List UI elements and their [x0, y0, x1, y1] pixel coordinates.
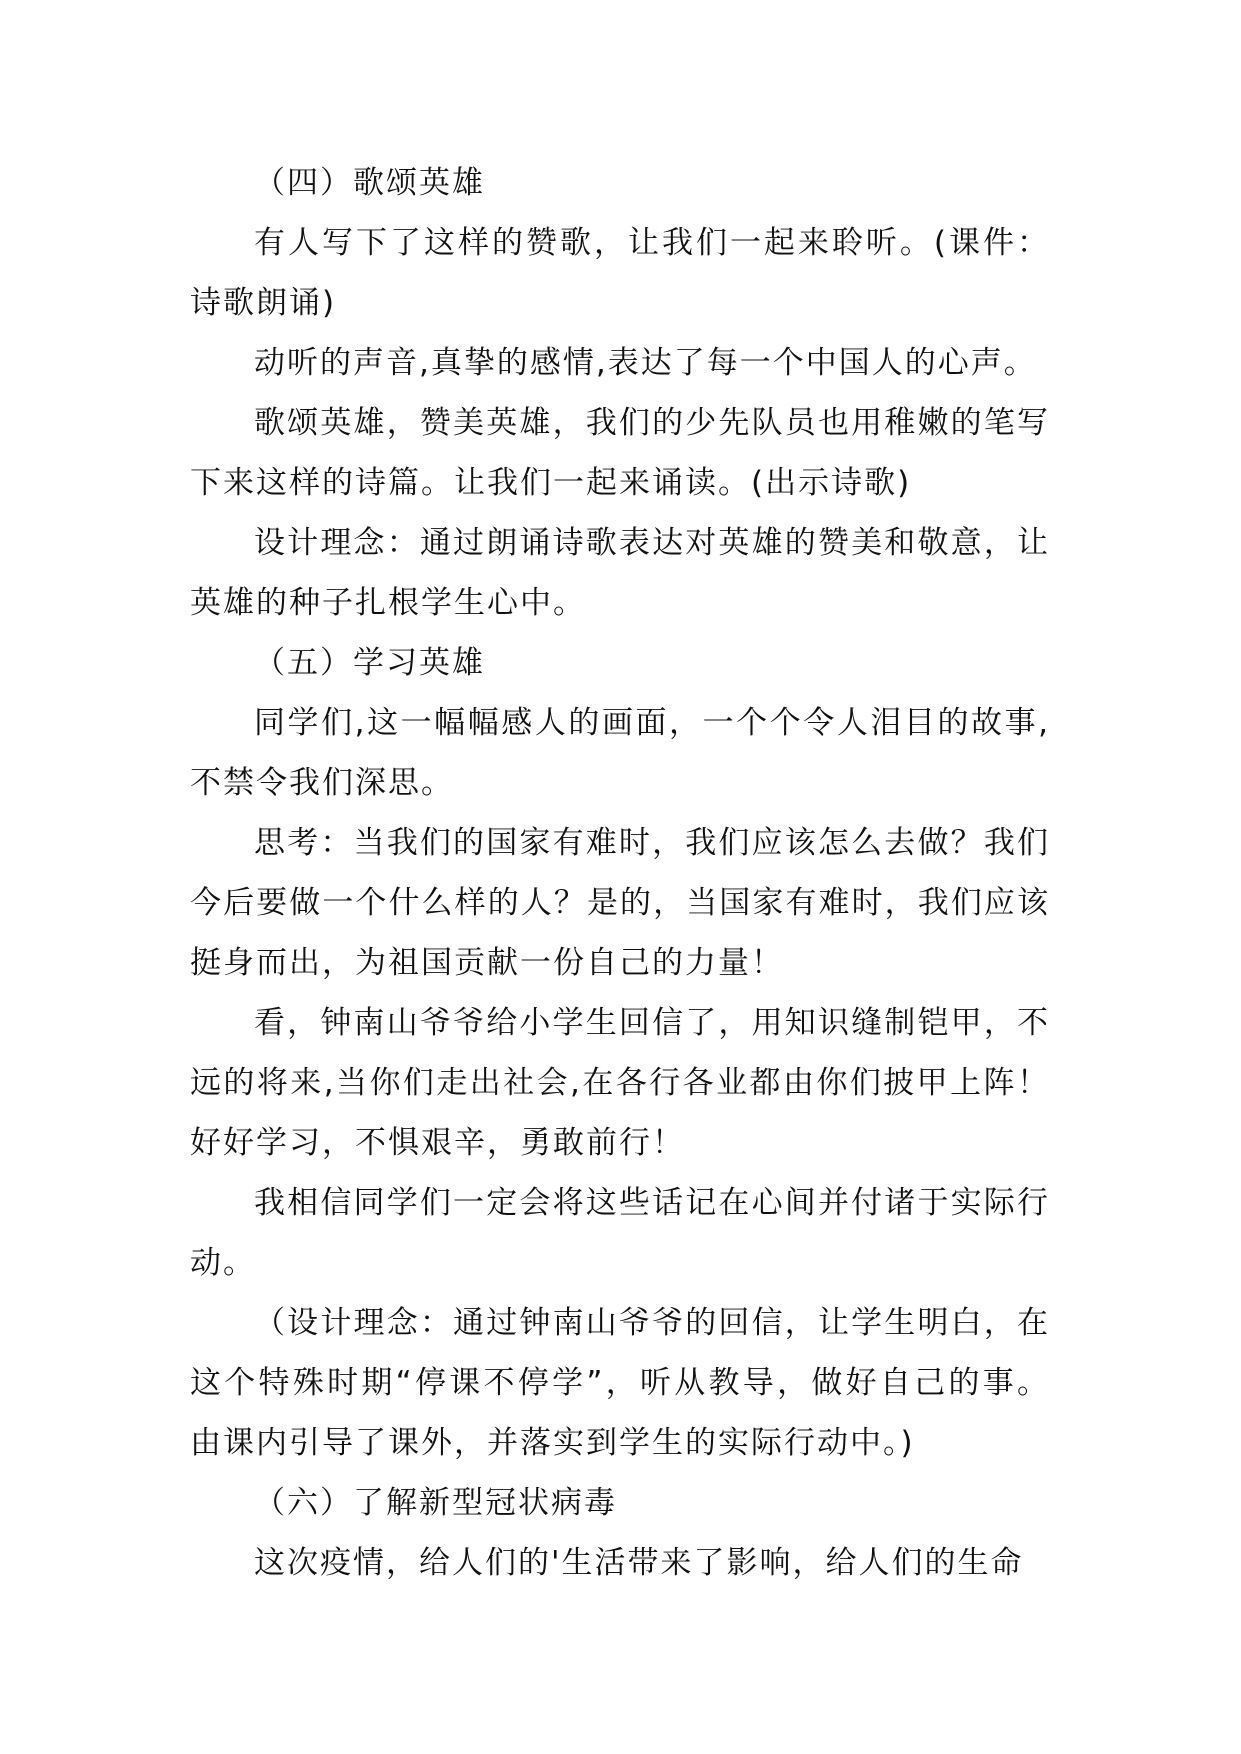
section-heading-six: （六）了解新型冠状病毒	[254, 1485, 617, 1521]
paragraph: 看，钟南山爷爷给小学生回信了，用知识缝制铠甲，不远的将来,当你们走出社会,在各行各业都由你们披甲上阵！好好学习，不惧艰辛，勇敢前行！	[190, 1005, 1050, 1161]
section-heading-five: （五）学习英雄	[254, 645, 485, 681]
design-concept-paragraph: 设计理念：通过朗诵诗歌表达对英雄的赞美和敬意，让英雄的种子扎根学生心中。	[190, 525, 1050, 621]
paragraph: 动听的声音,真挚的感情,表达了每一个中国人的心声。	[254, 345, 1037, 381]
paragraph: 有人写下了这样的赞歌，让我们一起来聆听。(课件：诗歌朗诵)	[190, 225, 1050, 321]
paragraph: 这次疫情，给人们的'生活带来了影响，给人们的生命	[254, 1545, 1024, 1581]
paragraph: 同学们,这一幅幅感人的画面，一个个令人泪目的故事,不禁令我们深思。	[190, 705, 1050, 801]
paragraph: 我相信同学们一定会将这些话记在心间并付诸于实际行动。	[190, 1185, 1050, 1281]
paragraph: 歌颂英雄，赞美英雄，我们的少先队员也用稚嫩的笔写下来这样的诗篇。让我们一起来诵读。(出示诗歌)	[190, 405, 1050, 501]
paragraph: 思考：当我们的国家有难时，我们应该怎么去做？我们今后要做一个什么样的人？是的，当国家有难时，我们应该挺身而出，为祖国贡献一份自己的力量！	[190, 825, 1050, 981]
document-body	[190, 153, 1050, 1593]
section-heading-four: （四）歌颂英雄	[254, 165, 485, 201]
design-concept-paragraph: （设计理念：通过钟南山爷爷的回信，让学生明白，在这个特殊时期“停课不停学”，听从教导，做好自己的事。由课内引导了课外，并落实到学生的实际行动中。)	[190, 1305, 1050, 1461]
